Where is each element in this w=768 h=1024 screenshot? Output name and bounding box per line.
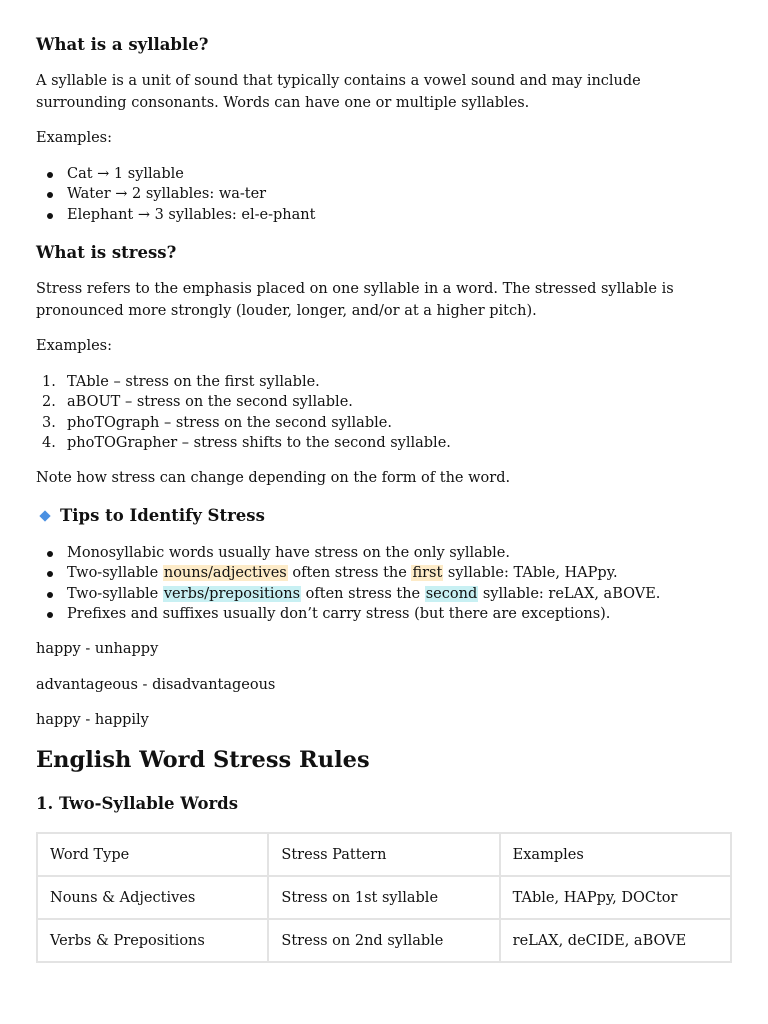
word-pair: happy - happily: [36, 712, 149, 728]
tip-text: syllable: TAble, HAPpy.: [443, 565, 618, 582]
list-number: 3.: [42, 414, 56, 431]
heading-what-is-syllable: What is a syllable?: [36, 35, 209, 54]
list-item: [36, 584, 660, 604]
syllable-definition-line2: surrounding consonants. Words can have one or multiple syllables.: [36, 95, 530, 111]
table-cell: Nouns & Adjectives: [37, 876, 268, 919]
list-item: Cat → 1 syllable: [36, 164, 315, 184]
tips-heading-text: Tips to Identify Stress: [60, 506, 265, 525]
list-item: [36, 563, 660, 583]
tip-text: often stress the: [287, 565, 412, 582]
list-item: [36, 433, 451, 453]
list-item: [36, 413, 451, 433]
word-pair: happy - unhappy: [36, 641, 159, 657]
list-text: aBOUT – stress on the second syllable.: [67, 394, 353, 411]
tip-text: syllable: reLAX, aBOVE.: [478, 585, 661, 602]
list-item: Water → 2 syllables: wa-ter: [36, 184, 315, 204]
list-item: [36, 392, 451, 412]
list-item: [36, 372, 451, 392]
stress-definition: [36, 278, 674, 322]
examples-label: Examples:: [36, 338, 112, 354]
tips-list: [36, 543, 660, 624]
syllable-definition: [36, 70, 641, 114]
syllable-definition-line1: A syllable is a unit of sound that typically contains a vowel sound and may include: [36, 73, 641, 89]
tip-text: Two-syllable: [67, 585, 163, 602]
table-cell: Stress on 2nd syllable: [268, 919, 499, 962]
table-header-cell: Word Type: [37, 833, 268, 876]
stress-definition-line1: Stress refers to the emphasis placed on one syllable in a word. The stressed syllable is: [36, 281, 674, 297]
stress-definition-line2: pronounced more strongly (louder, longer, and/or at a higher pitch).: [36, 303, 537, 319]
diamond-icon: [39, 510, 50, 521]
highlight-nouns-adjectives: nouns/adjectives: [163, 565, 287, 582]
word-pair: advantageous - disadvantageous: [36, 677, 276, 693]
list-text: phoTOGrapher – stress shifts to the second syllable.: [67, 434, 451, 451]
heading-what-is-stress: What is stress?: [36, 243, 177, 262]
table-cell: Stress on 1st syllable: [268, 876, 499, 919]
table-header-row: [37, 833, 731, 876]
rules-heading: English Word Stress Rules: [36, 747, 370, 773]
highlight-verbs-prepositions: verbs/prepositions: [163, 585, 301, 602]
list-number: 1.: [42, 374, 56, 390]
list-item: Monosyllabic words usually have stress on the only syllable.: [36, 543, 660, 563]
table-row: [37, 876, 731, 919]
list-item: Prefixes and suffixes usually don’t carry stress (but there are exceptions).: [36, 604, 660, 624]
examples-label: Examples:: [36, 130, 112, 146]
syllable-examples-list: [36, 164, 315, 225]
tip-text: Two-syllable: [67, 565, 163, 582]
table-cell: Verbs & Prepositions: [37, 919, 268, 962]
tip-text: often stress the: [301, 585, 425, 602]
table-cell: reLAX, deCIDE, aBOVE: [500, 919, 731, 962]
highlight-second: second: [425, 585, 478, 602]
stress-rules-table: [36, 832, 732, 963]
list-item: Elephant → 3 syllables: el-e-phant: [36, 205, 315, 225]
stress-examples-list: [36, 372, 451, 453]
table-cell: TAble, HAPpy, DOCtor: [500, 876, 731, 919]
table-header-cell: Examples: [500, 833, 731, 876]
stress-note: Note how stress can change depending on the form of the word.: [36, 470, 511, 486]
list-text: phoTOgraph – stress on the second syllable.: [67, 414, 392, 431]
list-text: TAble – stress on the first syllable.: [67, 374, 320, 390]
tips-heading: [36, 506, 265, 525]
table-header-cell: Stress Pattern: [268, 833, 499, 876]
highlight-first: first: [412, 565, 443, 582]
two-syllable-subheading: 1. Two-Syllable Words: [36, 794, 238, 813]
list-number: 2.: [42, 394, 56, 411]
table-row: [37, 919, 731, 962]
list-number: 4.: [42, 434, 56, 451]
